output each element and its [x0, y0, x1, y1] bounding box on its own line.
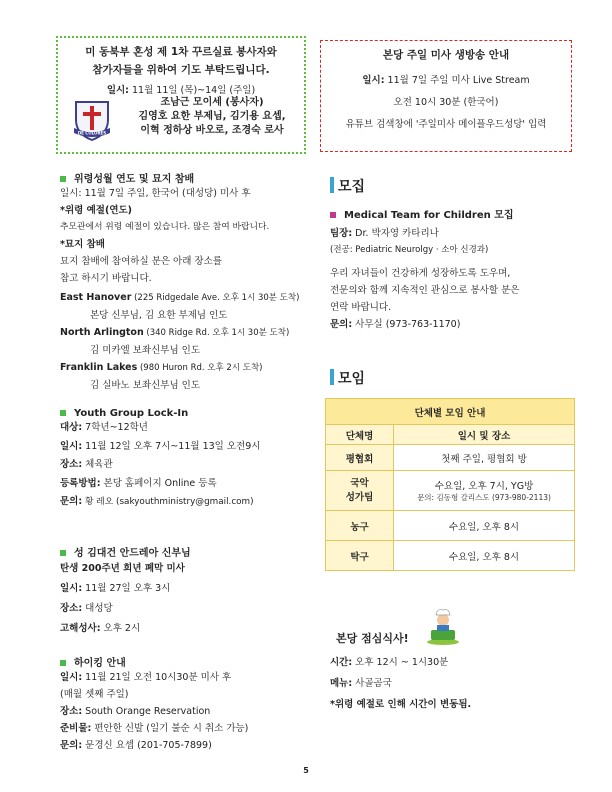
- lunch-menu: 메뉴: 사골곰국: [330, 678, 392, 689]
- heading-bar: [330, 177, 334, 193]
- chef-cooking-icon: [423, 606, 463, 646]
- prayer-line-1: 미 동북부 혼성 제 1차 꾸르실료 봉사자와: [85, 46, 277, 58]
- table-row: [326, 541, 575, 571]
- bullet-icon: [60, 410, 66, 416]
- hiking-contact: 문의: 문경신 요셉 (201-705-7899): [60, 740, 212, 751]
- saint-confession: 고해성사: 오후 2시: [60, 623, 141, 634]
- heading-bar: [330, 369, 334, 385]
- column-header: 단체명: [326, 425, 394, 445]
- prayer-name-line: 이혁 정하상 바오로, 조경숙 로사: [140, 125, 284, 136]
- hiking-section: [60, 654, 310, 754]
- prayer-name-line: 김영호 요한 부제님, 김기용 요셉,: [138, 111, 286, 122]
- saint-subtitle: 탄생 200주년 희년 폐막 미사: [60, 563, 185, 574]
- youth-registration: 등록방법: 본당 홈페이지 Online 등록: [60, 477, 217, 489]
- group-meeting-table: [325, 398, 575, 571]
- crest-label: DE COLORES: [77, 130, 107, 136]
- prayer-request-box: [56, 36, 306, 154]
- youth-contact: 문의: 황 레오 (sakyouthministry@gmail.com): [60, 496, 254, 507]
- lunch-note: *위령 예절로 인해 시간이 변동됨.: [330, 699, 472, 710]
- anniversary-sub2-text: 참고 하시기 바랍니다.: [60, 273, 152, 284]
- section-title: Youth Group Lock-In: [60, 408, 310, 419]
- live-stream-title: 본당 주일 미사 생방송 안내: [382, 49, 510, 61]
- saint-kim-section: [60, 544, 310, 639]
- cemetery-priest: 본당 신부님, 김 요한 부제님 인도: [90, 310, 228, 321]
- group-name: 탁구: [326, 541, 394, 571]
- anniversary-date: 일시: 11월 7일 주일, 한국어 (대성당) 미사 후: [60, 188, 251, 199]
- bullet-icon: [60, 660, 66, 666]
- cemetery-site: East Hanover (225 Ridgedale Ave. 오후 1시 30분 도착): [60, 292, 300, 303]
- live-stream-date: 일시: 11월 7일 주일 미사 Live Stream: [362, 75, 530, 86]
- anniversary-sub2: *묘지 참배: [60, 239, 105, 250]
- table-row: [326, 511, 575, 541]
- anniversary-sub1: *위령 예절(연도): [60, 205, 133, 216]
- recruit-leader: 팀장: Dr. 박자영 카타리나: [330, 228, 439, 239]
- cursillo-crest-icon: [70, 98, 114, 142]
- column-header: 일시 및 장소: [394, 425, 575, 445]
- prayer-names: [120, 96, 304, 138]
- recruit-heading: 모집: [330, 176, 590, 196]
- section-title: 하이킹 안내: [60, 654, 310, 669]
- prayer-date: 일시: 11월 11일 (목)~14일 (주일): [106, 85, 256, 96]
- recruit-desc: 우리 자녀들이 건강하게 성장하도록 도우며,: [330, 268, 511, 279]
- cemetery-priest: 김 미카엘 보좌신부님 인도: [90, 345, 201, 356]
- cemetery-site: North Arlington (340 Ridge Rd. 오후 1시 30분 도착): [60, 327, 290, 338]
- saint-place: 장소: 대성당: [60, 603, 113, 614]
- recruit-specialty: (전공: Pediatric Neurolgy · 소아 신경과): [330, 245, 489, 255]
- group-name: 농구: [326, 511, 394, 541]
- prayer-name-line: 조남근 모이세 (봉사자): [160, 97, 264, 108]
- group-info: 첫째 주일, 평협회 방: [394, 445, 575, 471]
- group-info: 수요일, 오후 8시: [394, 541, 575, 571]
- live-stream-instruction: 유튜브 검색창에 '주일미사 메이플우드성당' 입력: [345, 119, 547, 130]
- bullet-icon: [60, 176, 66, 182]
- hiking-prep: 준비물: 편안한 신발 (일기 불순 시 취소 가능): [60, 723, 249, 734]
- youth-section: [60, 408, 310, 512]
- saint-date: 일시: 11월 27일 오후 3시: [60, 583, 171, 594]
- live-stream-box: [320, 40, 572, 152]
- group-info: 수요일, 오후 7시, YG방 문의: 김동형 갈리스도 (973-980-2113): [394, 471, 575, 511]
- hiking-date-sub: (매월 셋째 주일): [60, 689, 129, 700]
- cemetery-site: Franklin Lakes (980 Huron Rd. 오후 2시 도착): [60, 362, 263, 373]
- group-name: 국악 성가팀: [326, 471, 394, 511]
- lunch-section: [330, 606, 590, 715]
- recruit-desc: 연락 바랍니다.: [330, 302, 392, 313]
- bullet-icon: [60, 550, 66, 556]
- table-row: [326, 471, 575, 511]
- bullet-icon: [330, 212, 336, 218]
- meeting-heading: 모임: [330, 368, 590, 388]
- youth-place: 장소: 체육관: [60, 459, 113, 470]
- lunch-title: 본당 점심식사!: [336, 632, 409, 645]
- youth-date: 일시: 11월 12일 오후 7시~11월 13일 오전9시: [60, 440, 261, 452]
- section-title: Medical Team for Children 모집: [330, 206, 590, 221]
- cemetery-priest: 김 실바노 보좌신부님 인도: [90, 380, 201, 391]
- recruit-section: [330, 176, 590, 333]
- page-number: 5: [303, 766, 309, 775]
- prayer-line-2: 참가자들을 위하여 기도 부탁드립니다.: [92, 64, 270, 76]
- anniversary-sub2-text: 묘지 참배에 참여하실 분은 아래 장소를: [60, 256, 222, 267]
- recruit-desc: 전문의와 함께 지속적인 관심으로 봉사할 분은: [330, 285, 520, 296]
- lunch-time: 시간: 오후 12시 ~ 1시30분: [330, 657, 449, 668]
- youth-target: 대상: 7학년~12학년: [60, 422, 148, 433]
- hiking-place: 장소: South Orange Reservation: [60, 706, 211, 717]
- recruit-contact: 문의: 사무실 (973-763-1170): [330, 319, 461, 330]
- group-name: 평협회: [326, 445, 394, 471]
- anniversary-section: [60, 170, 310, 394]
- anniversary-sub1-text: 추모관에서 위령 예절이 있습니다. 많은 참여 바랍니다.: [60, 222, 270, 232]
- section-title: 위령성월 연도 및 묘지 참배: [60, 170, 310, 185]
- table-title: 단체별 모임 안내: [326, 399, 575, 425]
- group-info: 수요일, 오후 8시: [394, 511, 575, 541]
- hiking-date: 일시: 11월 21일 오전 10시30분 미사 후: [60, 672, 232, 683]
- section-title: 성 김대건 안드레아 신부님: [60, 544, 310, 559]
- live-stream-time: 오전 10시 30분 (한국어): [393, 97, 499, 108]
- table-row: [326, 445, 575, 471]
